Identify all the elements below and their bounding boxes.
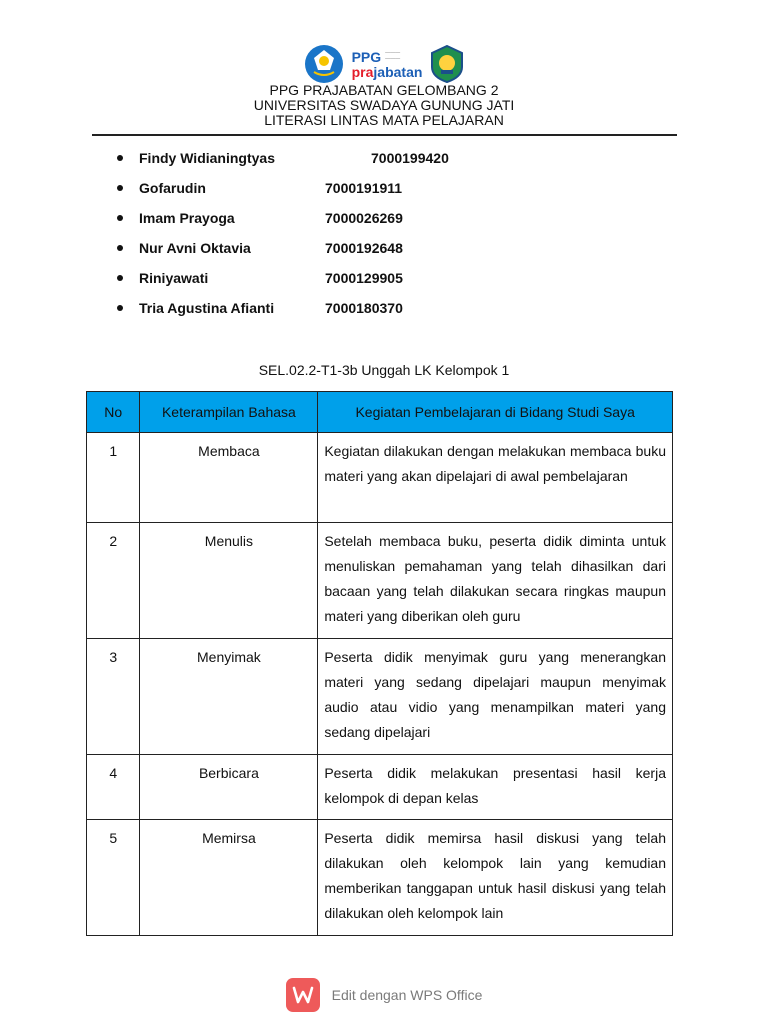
- member-id: 7000191911: [325, 180, 403, 196]
- university-logo-icon: [430, 45, 464, 83]
- ppg-logo-text: PPG: [351, 48, 382, 65]
- member-id: 7000192648: [325, 240, 403, 256]
- member-name: Findy Widianingtyas: [139, 150, 275, 166]
- member-id: 7000129905: [325, 270, 403, 286]
- table-row: [87, 755, 673, 820]
- member-name: Riniyawati: [139, 270, 209, 286]
- cell-no: 2: [87, 523, 140, 639]
- table-row: [87, 820, 673, 936]
- bullet-icon: [117, 155, 123, 161]
- table-row: [87, 639, 673, 755]
- cell-activity: Peserta didik memirsa hasil diskusi yang telah dilakukan oleh kelompok lain yang kemudian memberikan tanggapan untuk hasil diskusi yang telah dilakukan oleh kelompok lain: [318, 820, 673, 936]
- header-line-course: LITERASI LINTAS MATA PELAJARAN: [264, 112, 504, 128]
- wps-edit-link[interactable]: Edit dengan WPS Office: [331, 987, 483, 1003]
- cell-skill: Berbicara: [140, 755, 318, 820]
- member-id: 7000026269: [325, 210, 403, 226]
- bullet-icon: [117, 245, 123, 251]
- member-name: Nur Avni Oktavia: [139, 240, 251, 256]
- bullet-icon: [117, 305, 123, 311]
- cell-activity: Setelah membaca buku, peserta didik diminta untuk menuliskan pemahaman yang telah dihasilkan dari bacaan yang telah dilakukan secara ringkas maupun materi yang diberikan oleh guru: [318, 523, 673, 639]
- cell-activity: Peserta didik menyimak guru yang menerangkan materi yang sedang dipelajari maupun menyimak audio atau vidio yang menampilkan materi yang sedang dipelajari: [318, 639, 673, 755]
- member-id: 7000199420: [371, 150, 449, 166]
- wps-office-icon[interactable]: [286, 978, 320, 1012]
- cell-activity: Kegiatan dilakukan dengan melakukan membaca buku materi yang akan dipelajari di awal pembelajaran: [318, 433, 673, 523]
- bullet-icon: [117, 275, 123, 281]
- document-header: [0, 83, 768, 128]
- ppg-logo-tagline-icon: ——— ———: [385, 50, 401, 62]
- header-divider: [92, 134, 677, 136]
- table-row: [87, 433, 673, 523]
- cell-no: 1: [87, 433, 140, 523]
- cell-skill: Menyimak: [140, 639, 318, 755]
- member-name: Tria Agustina Afianti: [139, 300, 275, 316]
- ppg-logo-jabatan: jabatan: [373, 63, 423, 80]
- bullet-icon: [117, 185, 123, 191]
- cell-activity: Peserta didik melakukan presentasi hasil kerja kelompok di depan kelas: [318, 755, 673, 820]
- wps-edit-banner[interactable]: [0, 978, 768, 1012]
- table-row: [87, 523, 673, 639]
- cell-skill: Memirsa: [140, 820, 318, 936]
- cell-no: 4: [87, 755, 140, 820]
- cell-no: 5: [87, 820, 140, 936]
- column-header-skill: Keterampilan Bahasa: [140, 392, 318, 433]
- member-name: Imam Prayoga: [139, 210, 235, 226]
- language-skills-table: [86, 391, 673, 936]
- header-line-program: PPG PRAJABATAN GELOMBANG 2: [269, 82, 499, 98]
- ppg-prajabatan-logo: [352, 50, 423, 79]
- kemendikbud-logo-icon: [304, 44, 344, 84]
- bullet-icon: [117, 215, 123, 221]
- task-title: SEL.02.2-T1-3b Unggah LK Kelompok 1: [258, 362, 510, 378]
- column-header-activity: Kegiatan Pembelajaran di Bidang Studi Saya: [318, 392, 673, 433]
- cell-no: 3: [87, 639, 140, 755]
- column-header-no: No: [87, 392, 140, 433]
- cell-skill: Membaca: [140, 433, 318, 523]
- member-id: 7000180370: [325, 300, 403, 316]
- member-name: Gofarudin: [139, 180, 206, 196]
- header-logos: [0, 44, 768, 84]
- table-header-row: [87, 392, 673, 433]
- cell-skill: Menulis: [140, 523, 318, 639]
- ppg-logo-pra: pra: [351, 63, 374, 80]
- header-line-university: UNIVERSITAS SWADAYA GUNUNG JATI: [253, 97, 515, 113]
